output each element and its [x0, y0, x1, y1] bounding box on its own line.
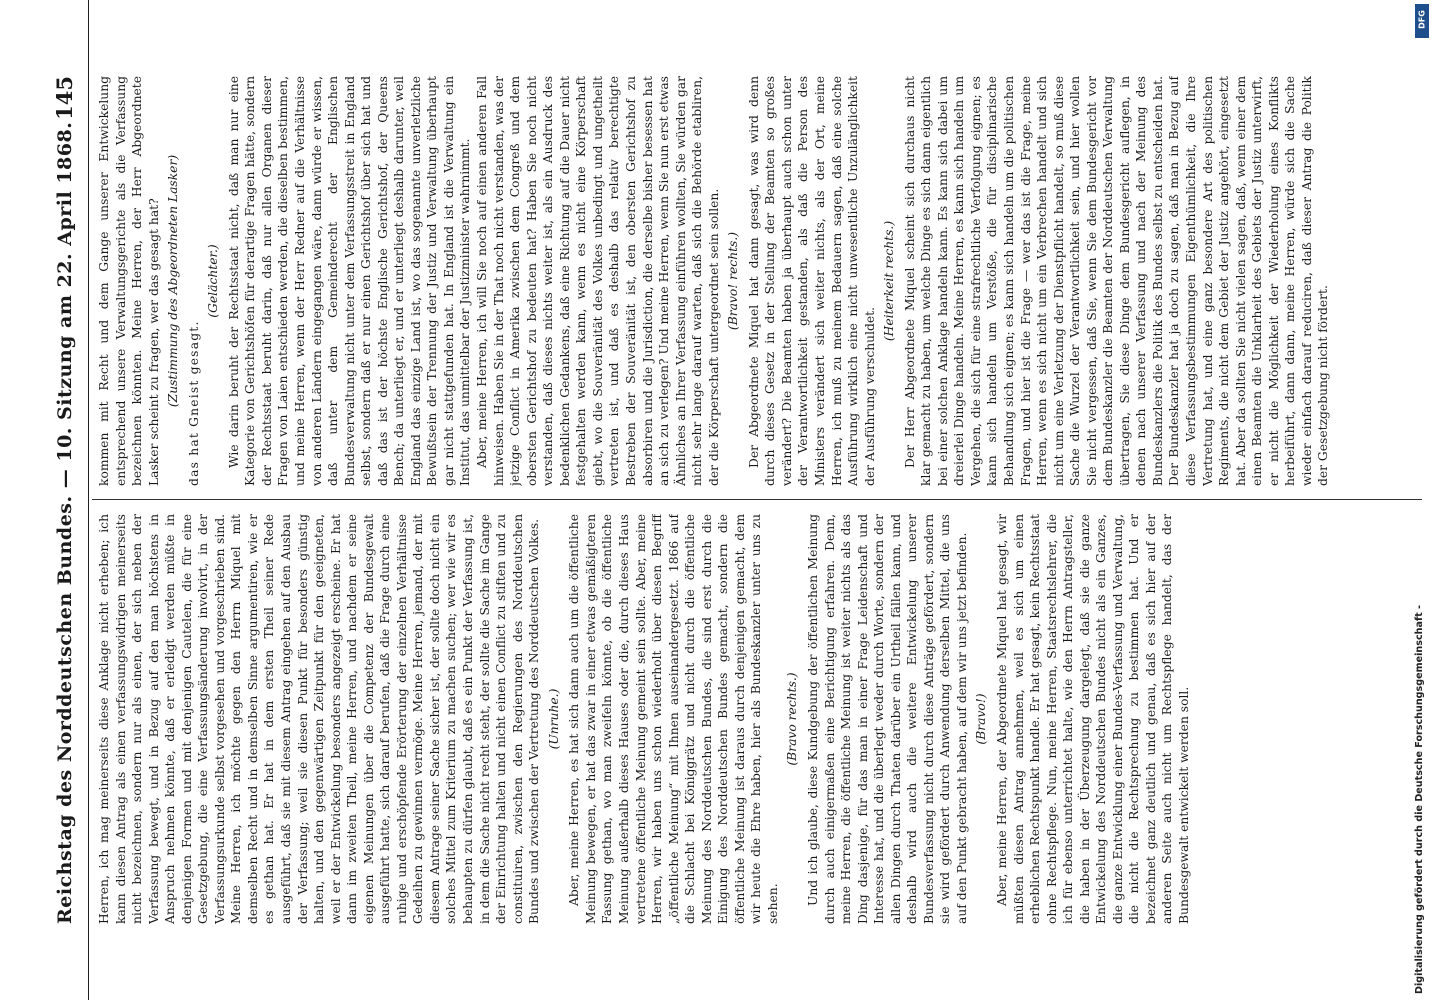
paragraph: Herren, ich mag meinerseits diese Anklage nicht erheben; ich kann diesen Antrag als einen verfassungswidrigen meinerseits nicht bezeichnen, sondern nur als einen, der sich neben der Verfassung bewegt, und in Bezug auf den man höchstens in Anspruch nehmen könnte, daß er erledigt werden müßte in denjenigen Formen und mit denjenigen Cautelen, die für eine Gesetzgebung, die eine Verfassungsänderung involvirt, in der Verfassungsurkunde selbst vorgesehen und vorgeschrieben sind. Meine Herren, ich möchte gegen den Herrn Miquel mit demselben Recht und in demselben Sinne argumentiren, wie er es gethan hat. Er hat in dem ersten Theil seiner Rede ausgeführt, daß sie mit diesem Antrag eingehen auf den Ausbau der Verfassung; weil sie diesen Punkt für besonders günstig halten, und den gegenwärtigen Zeitpunkt für den geeigneten, weil er der Entwickelung besonders angezeigt erscheine. Er hat dann im zweiten Theil, meine Herren, und nachdem er seine eigenen Meinungen über die Competenz der Bundesgewalt ausgeführt hatte, sich darauf berufen, daß die Frage durch eine ruhige und erschöpfende Erörterung der einzelnen Verhältnisse Gedeihen zu gewinnen vermöge. Meine Herren, jemand, der mit diesem Antrage seiner Sache sicher ist, der sollte doch nicht ein solches Mittel zum Kriterium zu machen suchen; wer wie wir es behaupten zu dürfen glaubt, daß es ein Punkt der Verfassung ist, in dem die Sache nicht recht steht, der sollte die Sache im Gange der Einrichtung halten und nicht einen Conflict zu stiften und zu constituiren, zwischen den Regierungen des Norddeutschen Bundes und zwischen der Vertretung des Norddeutschen Volkes.	[97, 514, 542, 924]
running-title: Reichstag des Norddeutschen Bundes. — 10. Sitzung am 22. April 1868.	[54, 121, 76, 924]
paragraph: kommen mit Recht und dem Gange unserer Entwickelung entsprechend unsere Verwaltungsgerichte als die Verfassung bezeichnen könnten. Meine Herren, der Herr Abgeordnete Lasker scheint zu fragen, wer das gesagt hat?	[97, 76, 161, 486]
paragraph: Und ich glaube, diese Kundgebung der öffentlichen Meinung durch auch einigermaßen eine Berichtigung erfahren. Denn, meine Herren, die öffentliche Meinung ist weiter nichts als das Ding dasjenige, für das man in einer Frage Leidenschaft und Interesse hat, und die überlegt weder durch Worte, sondern der allen Dingen durch Thaten darüber ein Urtheil fällen kann, und deshalb wird auch die weitere Entwickelung unserer Bundesverfassung nicht durch diese Anträge gefördert, sondern sie wird gefördert durch Anwendung derselben Mittel, die uns auf den Punkt gebracht haben, auf dem wir uns jetzt befinden.	[805, 514, 969, 924]
left-column	[96, 514, 1422, 924]
paragraph: Aber, meine Herren, es hat sich dann auch um die öffentliche Meinung bewegen, er hat das zwar in einer etwas gemäßigteren Fassung gethan, wo man zweifeln könnte, ob die öffentliche Meinung außerhalb dieses Hauses oder die, durch dieses Haus vertretene öffentliche Meinung gemeint sein sollte. Aber, meine Herren, wir haben uns schon wiederholt über diesen Begriff „öffentliche Meinung“ mit Ihnen auseinandergesetzt. 1866 auf die Schlacht bei Königgrätz und nicht durch die öffentliche Meinung des Norddeutschen Bundes, die sind erst durch die Einigung des Norddeutschen Bundes gemacht, sondern die öffentliche Meinung ist daraus durch denjenigen gemacht, dem wir heute die Ehre haben, hier als Bundeskanzler unter uns zu sehen.	[567, 514, 780, 924]
interjection: (Unruhe.)	[546, 688, 561, 750]
paragraph: das hat Gneist gesagt.	[186, 320, 201, 486]
page-header	[48, 0, 89, 1000]
dfg-logo	[1415, 4, 1429, 38]
interjection: (Zustimmung des Abgeordneten Lasker)	[166, 154, 181, 408]
interjection: (Bravo!)	[974, 693, 989, 745]
interjection: (Heiterkeit rechts.)	[882, 220, 897, 342]
interjection: (Bravo rechts.)	[785, 672, 800, 766]
interjection: (Bravo! rechts.)	[726, 231, 741, 331]
paragraph: Aber, meine Herren, ich will Sie noch auf einen anderen Fall hinweisen. Haben Sie in der That noch nicht verstanden, was der jetzige Conflict in Amerika zwischen dem Congreß und dem obersten Gerichtshof zu bedeuten hat? Haben Sie noch nicht verstanden, daß dieses nichts weiter ist, als ein Ausdruck des bedenklichen Gedankens, daß eine Richtung auf die Dauer nicht festgehalten werden kann, wenn es nicht eine Körperschaft giebt, wo die Souveränität des Volkes unbedingt und ungetheilt vertreten ist, und daß es deshalb das relativ berechtigte Bestreben der Souveränität ist, den obersten Gerichtshof zu absorbiren und die Jurisdiction, die derselbe bisher besessen hat an sich zu verlegen? Und meine Herren, wenn Sie nun erst etwas Ähnliches an Ihrer Verfassung einführen wollten, Sie würden gar nicht sehr lange darauf warten, daß sich die Behörde etabliren, der die Körperschaft untergeordnet sein sollen.	[475, 76, 721, 486]
paragraph: Der Abgeordnete Miquel hat dann gesagt, was wird denn durch dieses Gesetz in der Stellung der Beamten so großes verändert? Die Beamten haben ja überhaupt auch schon unter der Verantwortlichkeit gestanden, als daß die Person des Ministers verändert sich weiter nichts, als der Ort, meine Herren, ich muß zu meinem Bedauern sagen, daß eine solche Ausführung wirklich eine nicht unwesentliche Unzulänglichkeit der Ausführung verschuldet.	[746, 76, 877, 486]
paragraph: Wie darin beruht der Rechtsstaat nicht, daß man nur eine Kategorie von Gerichtshöfen für derartige Fragen hätte, sondern der Rechtsstaat beruht darin, daß nur allen Organen dieser Fragen von Laien entschieden werden, die dieselben bestimmen, und meine Herren, wenn der Herr Redner auf die Verhältnisse von anderen Ländern eingegangen wäre, dann würde er wissen, daß unter dem Gemeinderecht der Englischen Bundesverwaltung nicht unter dem Verfassungsstreit in England selbst, sondern daß er nur einen Gerichtshof über sich hat und daß das ist der höchste Englische Gerichtshof, der Queens Bench; da unterliegt er, und er unterliegt deshalb darunter, weil England das einzige Land ist, wo das sogenannte unverletzliche Bewußtsein der Trennung der Justiz und Verwaltung überhaupt gar nicht stattgefunden hat. In England ist die Verwaltung ein Institut, das unmittelbar der Justizminister wahrnimmt.	[226, 76, 473, 486]
credit-text: Digitalisierung gefördert durch die Deutsche Forschungsgemeinschaft -	[1414, 604, 1425, 994]
right-column	[96, 76, 1422, 486]
dfg-logo-text: DFG	[1417, 10, 1427, 29]
column-divider	[92, 499, 1422, 500]
paragraph: Aber, meine Herren, der Abgeordnete Miquel hat gesagt, wir müßten diesen Antrag annehmen, weil es sich um einen erheblichen Rechtspunkt handle. Er hat gesagt, kein Rechtsstaat ohne Rechtspflege. Nun, meine Herren, Staatsrechtslehrer, die ich für ebenso unterrichtet halte, wie den Herrn Antragsteller, die haben in der Überzeugung dargelegt, daß sie die ganze Entwickelung des Norddeutschen Bundes nicht als ein Ganzes, die ganze Entwicklung einer Bundes-Verfassung und Verwaltung, die nicht die Rechtsprechung zu bestimmen hat. Und er bezeichnet ganz deutlich und genau, daß es sich hier auf der anderen Seite auch nicht um Rechtspflege handelt, das der Bundesgewalt entwickelt werden soll.	[994, 514, 1191, 924]
paragraph: Der Herr Abgeordnete Miquel scheint sich durchaus nicht klar gemacht zu haben, um welche Dinge es sich dann eigentlich bei einer solchen Anklage handeln kann. Es kann sich dabei um dreierlei Dinge handeln. Meine Herren, es kann sich handeln um Vergehen, die sich für eine strafrechtliche Verfolgung eignen; es kann sich handeln um Verstöße, die für disciplinarische Behandlung sich eignen; es kann sich handeln um die politischen Fragen, und hier ist die Frage — wer das ist die Frage, meine Herren, wenn es sich nicht um ein Verbrechen handelt und sich nicht um eine Verletzung der Dienstpflicht handelt, so muß diese Sache die Wurzel der Verantwortlichkeit sein, und hier wollen Sie nicht vergessen, daß Sie, wenn Sie dem Bundesgericht vor dem Bundeskanzler die Beamten der Norddeutschen Verwaltung übertragen, Sie diese Dinge dem Bundesgericht auflegen, in denen nach unserer Verfassung und nach der Meinung des Bundeskanzlers die Politik des Bundes selbst zu entscheiden hat. Der Bundeskanzler hat ja doch zu sagen, daß man in Bezug auf diese Verfassungsbestimmungen Eigenthümlichkeit, die Ihre Vertretung hat, und eine ganz besondere Art des politischen Regiments, die nicht dem Gebiet der Justiz angehört, eingesetzt hat. Aber da sollten Sie nicht vielen sagen, daß, wenn einer dem einen Beamten die Unklarheit des Gebiets der Justiz unterwirft, er nicht die Möglichkeit der Wiederholung eines Konflikts herbeiführt, dann dann, meine Herren, würde sich die Sache wieder einfach darauf reduciren, daß dieser Antrag die Politik der Gesetzgebung nicht fördert.	[902, 76, 1331, 486]
page-number: 145	[52, 76, 77, 120]
digitization-credit	[1407, 0, 1432, 1000]
interjection: (Gelächter.)	[206, 244, 221, 318]
